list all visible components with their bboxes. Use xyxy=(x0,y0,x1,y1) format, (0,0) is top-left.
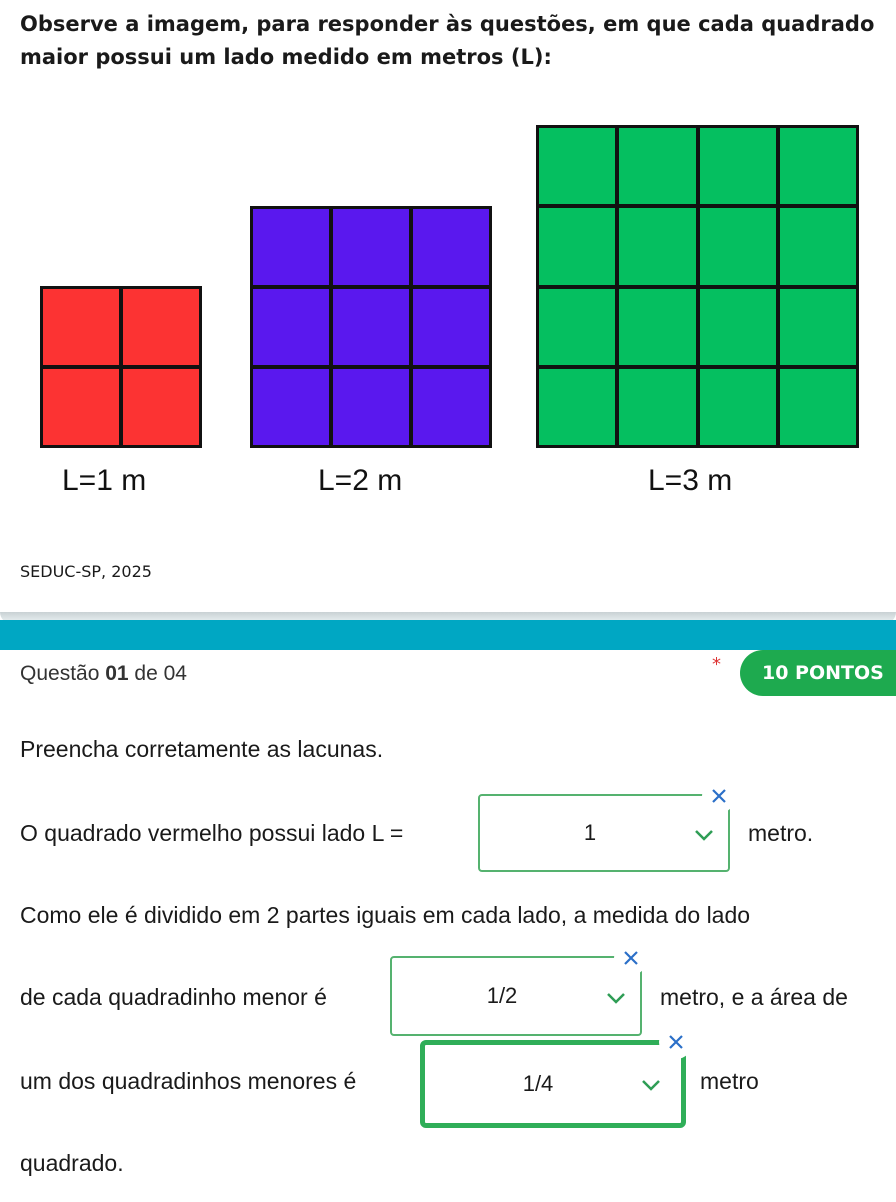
red-side-label: L=1 m xyxy=(62,464,147,497)
question-counter: Questão 01 de 04 xyxy=(20,662,187,685)
line4-text-after: metro xyxy=(700,1068,759,1094)
purple-square-grid xyxy=(250,206,492,448)
green-cell xyxy=(780,369,856,445)
line5-text: quadrado. xyxy=(20,1150,124,1176)
purple-cell xyxy=(253,289,329,365)
red-cell xyxy=(43,289,119,365)
points-badge: 10 PONTOS xyxy=(740,650,896,696)
green-cell xyxy=(780,128,856,204)
green-cell xyxy=(700,369,776,445)
green-cell xyxy=(780,289,856,365)
close-icon xyxy=(623,950,639,966)
purple-cell xyxy=(413,209,489,285)
purple-cell xyxy=(413,369,489,445)
purple-cell xyxy=(253,209,329,285)
answer-dropdown-1[interactable] xyxy=(478,794,730,872)
purple-cell xyxy=(413,289,489,365)
green-cell xyxy=(619,369,695,445)
line1-text-before: O quadrado vermelho possui lado L = xyxy=(20,820,404,846)
line3-text-after: metro, e a área de xyxy=(660,984,848,1010)
image-source: SEDUC-SP, 2025 xyxy=(20,562,152,581)
section-divider xyxy=(0,620,896,650)
dropdown-value: 1 xyxy=(583,820,597,845)
purple-cell xyxy=(333,289,409,365)
green-cell xyxy=(619,208,695,284)
green-cell xyxy=(539,289,615,365)
green-cell xyxy=(700,208,776,284)
red-cell xyxy=(123,369,199,445)
answer-dropdown-3[interactable] xyxy=(420,1040,686,1128)
green-cell xyxy=(539,369,615,445)
line1-text-after: metro. xyxy=(748,820,814,846)
red-cell xyxy=(43,369,119,445)
close-icon xyxy=(711,788,727,804)
chevron-down-icon[interactable] xyxy=(641,1079,661,1091)
green-cell xyxy=(619,128,695,204)
green-cell xyxy=(700,289,776,365)
dropdown-value: 1/4 xyxy=(522,1071,554,1096)
red-cell xyxy=(123,289,199,365)
statement-text: Observe a imagem, para responder às questões, em que cada quadrado maior possui um lado medido em metros (L): xyxy=(20,12,875,69)
clear-selection-button[interactable] xyxy=(702,779,736,813)
line4-text-before: um dos quadradinhos menores é xyxy=(20,1068,357,1094)
clear-selection-button[interactable] xyxy=(659,1025,693,1059)
question-prompt: Preencha corretamente as lacunas. xyxy=(20,736,384,762)
close-icon xyxy=(668,1034,684,1050)
green-side-label: L=3 m xyxy=(648,464,733,497)
question-number: 01 xyxy=(105,662,129,685)
purple-cell xyxy=(253,369,329,445)
chevron-down-icon[interactable] xyxy=(694,829,714,841)
green-cell xyxy=(700,128,776,204)
purple-cell xyxy=(333,369,409,445)
required-mark: * xyxy=(712,654,721,675)
answer-dropdown-2[interactable] xyxy=(390,956,642,1036)
chevron-down-icon[interactable] xyxy=(606,992,626,1004)
line3-text-before: de cada quadradinho menor é xyxy=(20,984,327,1010)
green-cell xyxy=(780,208,856,284)
line2-text: Como ele é dividido em 2 partes iguais em cada lado, a medida do lado xyxy=(20,902,751,928)
green-square-grid xyxy=(536,125,859,448)
green-cell xyxy=(539,128,615,204)
purple-side-label: L=2 m xyxy=(318,464,403,497)
green-cell xyxy=(539,208,615,284)
dropdown-value: 1/2 xyxy=(486,983,518,1008)
green-cell xyxy=(619,289,695,365)
clear-selection-button[interactable] xyxy=(614,941,648,975)
purple-cell xyxy=(333,209,409,285)
red-square-grid xyxy=(40,286,202,448)
